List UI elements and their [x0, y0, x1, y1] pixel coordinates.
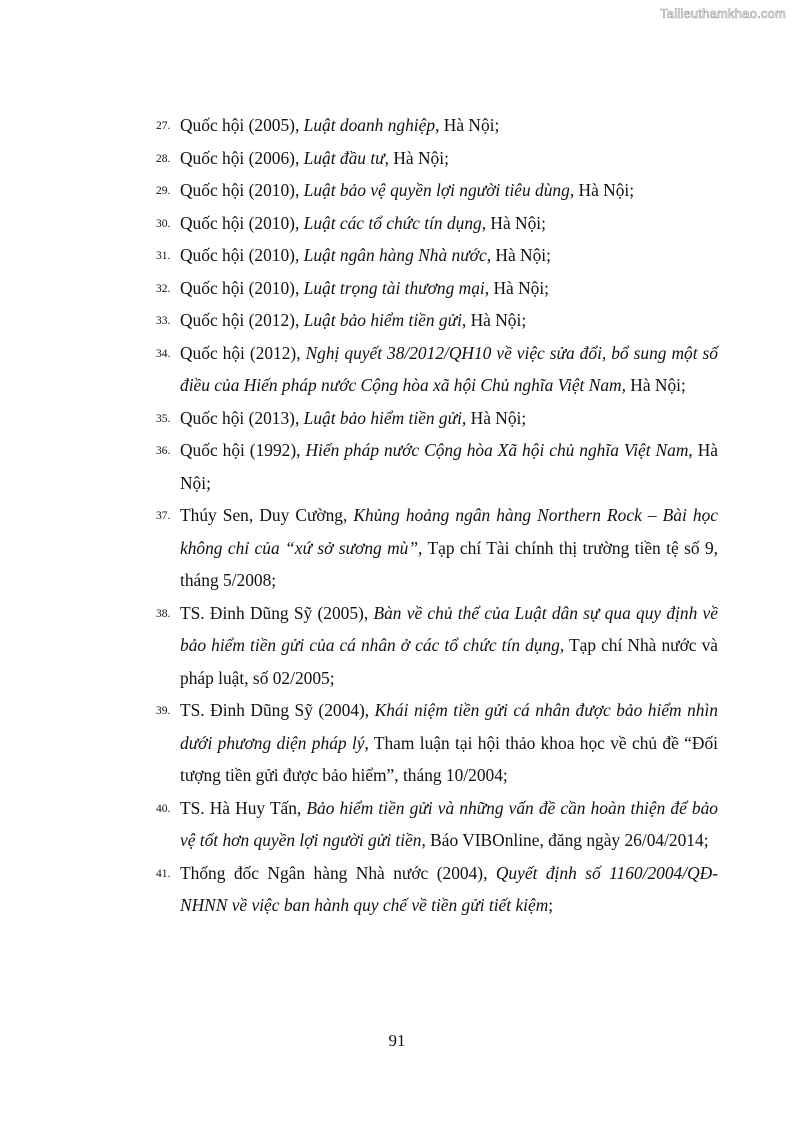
- reference-author: Quốc hội (2010),: [180, 212, 304, 233]
- reference-number: 30.: [156, 217, 171, 230]
- reference-author: Thúy Sen, Duy Cường,: [180, 505, 354, 525]
- reference-title: Luật doanh nghiệp: [303, 115, 436, 135]
- reference-item: [156, 304, 718, 337]
- reference-item: [156, 499, 719, 597]
- reference-author: TS. Hà Huy Tấn,: [180, 797, 307, 818]
- reference-title: Hiến pháp nước Cộng hòa Xã hội chủ nghĩa Việt Nam: [305, 440, 689, 460]
- reference-item: [156, 792, 718, 857]
- page-number: 91: [388, 1031, 406, 1050]
- reference-title: Nghị quyết 38/2012/QH10 về việc sửa đổi, bổ sung một số điều của Hiến pháp nước Cộng hòa xã hội Chủ nghĩa Việt Nam,: [180, 342, 718, 395]
- reference-author: Quốc hội (2010),: [180, 277, 304, 298]
- reference-details: , Tham luận tại hội thảo khoa học về chủ đề “Đối tượng tiền gửi được bảo hiểm”, tháng 10/2004;: [180, 732, 718, 785]
- reference-number: 34.: [156, 347, 171, 360]
- reference-author: Quốc hội (2013),: [180, 407, 304, 428]
- reference-item: [156, 142, 718, 175]
- reference-number: 41.: [156, 867, 171, 880]
- reference-author: Quốc hội (2010),: [180, 245, 304, 265]
- reference-author: Quốc hội (2010),: [180, 180, 304, 200]
- reference-title: Luật ngân hàng Nhà nước: [303, 245, 487, 265]
- reference-item: [156, 239, 718, 272]
- reference-details: ;: [548, 895, 554, 915]
- reference-number: 36.: [156, 445, 171, 457]
- reference-details: , Hà Nội;: [180, 440, 718, 493]
- reference-author: Thống đốc Ngân hàng Nhà nước (2004),: [180, 862, 496, 883]
- reference-item: [156, 174, 718, 207]
- reference-number: 27.: [156, 120, 171, 132]
- reference-details: , Hà Nội;: [569, 180, 635, 200]
- reference-item: [156, 857, 718, 922]
- reference-details: , Hà Nội;: [384, 147, 449, 168]
- reference-title: Khủng hoảng ngân hàng Northern Rock – Bài học không chỉ của “xứ sở sương mù”: [180, 505, 718, 558]
- watermark-text: Tailieuthamkhao.com: [660, 6, 786, 21]
- reference-number: 39.: [156, 705, 171, 717]
- reference-number: 38.: [156, 607, 171, 620]
- reference-details: , Hà Nội;: [481, 212, 546, 233]
- reference-title: Luật đầu tư: [303, 147, 385, 168]
- reference-author: Quốc hội (1992),: [180, 440, 306, 460]
- reference-item: [156, 207, 718, 240]
- reference-author: TS. Đinh Dũng Sỹ (2005),: [180, 602, 374, 623]
- reference-item: [156, 109, 718, 142]
- reference-title: Luật bảo hiểm tiền gửi: [303, 310, 462, 330]
- reference-number: 28.: [156, 152, 171, 165]
- reference-number: 37.: [156, 510, 171, 522]
- reference-title: Luật bảo vệ quyền lợi người tiêu dùng: [303, 180, 570, 200]
- reference-title: Khái niệm tiền gửi cá nhân được bảo hiểm nhìn dưới phương diện pháp lý: [180, 700, 719, 753]
- reference-author: Quốc hội (2012),: [180, 342, 306, 363]
- reference-details: , Báo VIBOnline, đăng ngày 26/04/2014;: [421, 830, 709, 850]
- reference-item: [156, 402, 718, 435]
- reference-details: Hà Nội;: [625, 375, 686, 395]
- reference-title: Bàn về chủ thể của Luật dân sự qua quy định về bảo hiểm tiền gửi của cá nhân ở các tổ chức tín dụng,: [180, 602, 718, 655]
- reference-author: TS. Đinh Dũng Sỹ (2004),: [180, 700, 375, 720]
- reference-author: Quốc hội (2006),: [180, 147, 304, 168]
- reference-details: , Hà Nội;: [484, 277, 550, 298]
- reference-number: 31.: [156, 250, 171, 262]
- reference-number: 33.: [156, 315, 171, 327]
- reference-list: [156, 109, 719, 922]
- reference-details: Hà Nội;: [466, 407, 527, 428]
- reference-author: Quốc hội (2012),: [180, 310, 304, 330]
- reference-title: Luật các tổ chức tín dụng: [303, 212, 482, 233]
- reference-number: 32.: [156, 282, 171, 295]
- reference-title: Bảo hiểm tiền gửi và những vấn đề cần hoàn thiện để bảo vệ tốt hơn quyền lợi người gửi tiền: [180, 797, 718, 850]
- reference-item: [156, 597, 718, 695]
- reference-details: , Hà Nội;: [435, 115, 500, 135]
- reference-title: Luật trọng tài thương mại: [303, 277, 485, 298]
- reference-item: [156, 272, 718, 305]
- reference-number: 29.: [156, 185, 171, 197]
- reference-author: Quốc hội (2005),: [180, 115, 304, 135]
- reference-details: , Tạp chí Tài chính thị trường tiền tệ số 9, tháng 5/2008;: [180, 537, 719, 590]
- reference-number: 35.: [156, 412, 171, 425]
- reference-details: , Hà Nội;: [486, 245, 551, 265]
- reference-item: [156, 694, 719, 792]
- reference-title: Luật bảo hiểm tiền gửi,: [303, 407, 467, 428]
- reference-number: 40.: [156, 802, 171, 815]
- reference-item: [156, 434, 718, 499]
- reference-title: Quyết định số 1160/2004/QĐ-NHNN về việc ban hành quy chế về tiền gửi tiết kiệm: [180, 862, 718, 915]
- reference-item: [156, 337, 718, 402]
- reference-details: , Hà Nội;: [461, 310, 527, 330]
- reference-details: Tạp chí Nhà nước và pháp luật, số 02/2005;: [180, 635, 718, 688]
